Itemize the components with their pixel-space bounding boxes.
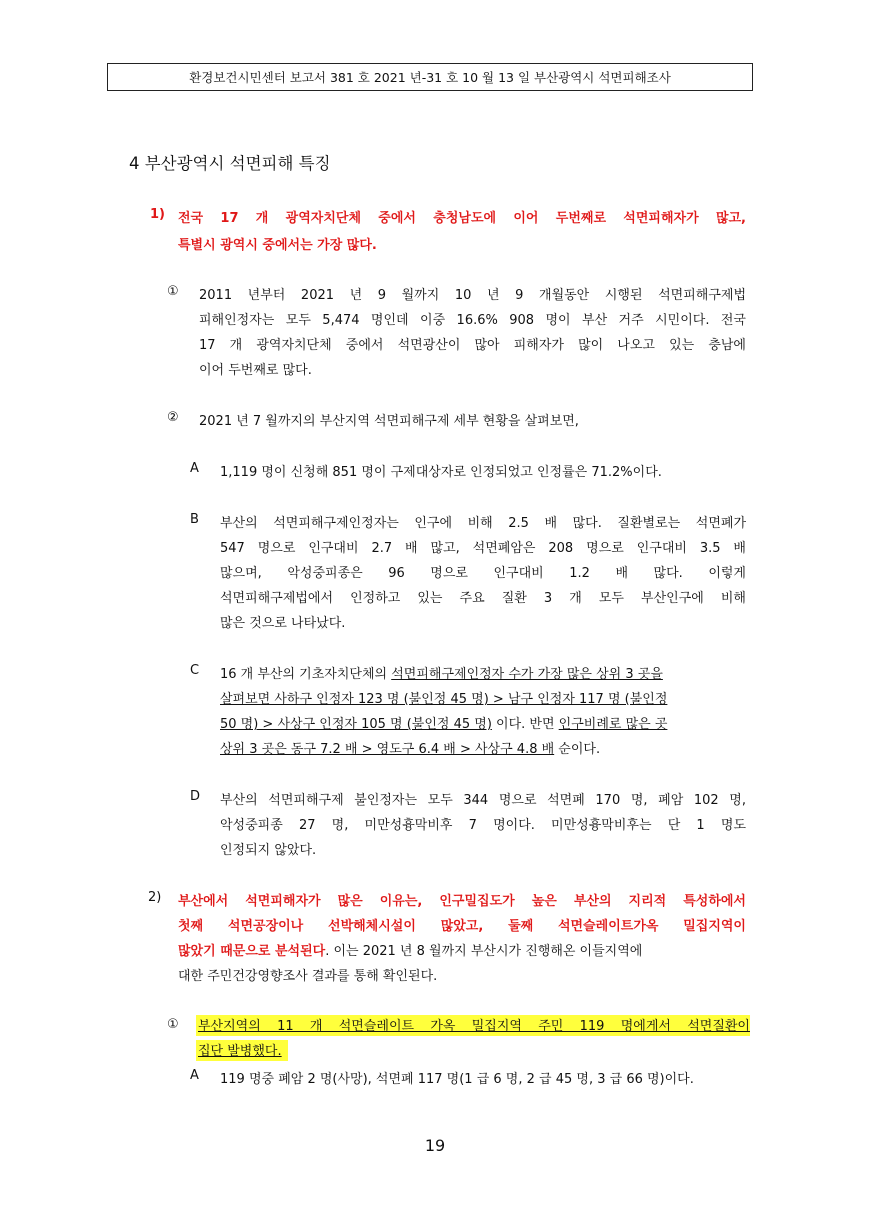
- underlined-text: 석면피해구제인정자 수가 가장 많은 상위 3 곳을: [391, 667, 663, 682]
- paragraph-line: 2021 년 7 월까지의 부산지역 석면피해구제 세부 현황을 살펴보면,: [199, 414, 579, 429]
- highlight-line: 첫째 석면공장이나 선박해체시설이 많았고, 둘째 석면슬레이트가옥 밀집지역이: [178, 919, 746, 934]
- highlight-text: 많았기 때문으로 분석된다: [178, 944, 326, 959]
- paragraph-line: 많은 것으로 나타났다.: [220, 616, 346, 631]
- paragraph-line: [220, 713, 667, 732]
- item-marker: 1): [150, 207, 165, 222]
- section-title: 4 부산광역시 석면피해 특징: [129, 154, 331, 173]
- circled-marker: ②: [167, 410, 179, 425]
- paragraph-line: 대한 주민건강영향조사 결과를 통해 확인된다.: [178, 969, 438, 984]
- page-number: 19: [424, 1136, 446, 1155]
- circled-marker: ①: [167, 1017, 179, 1032]
- paragraph-line: [220, 688, 667, 707]
- letter-marker: B: [190, 512, 199, 527]
- paragraph-line: 부산의 석면피해구제 불인정자는 모두 344 명으로 석면폐 170 명, 폐암 102 명,: [220, 793, 746, 808]
- underlined-text: 인구비례로 많은 곳: [558, 717, 668, 732]
- letter-marker: A: [190, 461, 199, 476]
- paragraph-line: 17 개 광역자치단체 중에서 석면광산이 많아 피해자가 많이 나오고 있는 충남에: [199, 338, 746, 353]
- paragraph-line: 119 명중 폐암 2 명(사망), 석면폐 117 명(1 급 6 명, 2 급 45 명, 3 급 66 명)이다.: [220, 1072, 694, 1087]
- paragraph-line: 2011 년부터 2021 년 9 월까지 10 년 9 개월동안 시행된 석면피해구제법: [199, 288, 746, 303]
- text-segment: 16 개 부산의 기초자치단체의: [220, 667, 392, 682]
- text-segment: 이다. 반면: [491, 717, 559, 732]
- paragraph-line: [220, 663, 663, 682]
- highlighted-line: 집단 발병했다.: [196, 1040, 288, 1061]
- letter-marker: A: [190, 1068, 199, 1083]
- underlined-text: 상위 3 곳은 동구 7.2 배 > 영도구 6.4 배 > 사상구 4.8 배: [220, 742, 555, 757]
- paragraph-line: 많으며, 악성중피종은 96 명으로 인구대비 1.2 배 많다. 이렇게: [220, 566, 746, 581]
- paragraph-line: 석면피해구제법에서 인정하고 있는 주요 질환 3 개 모두 부산인구에 비해: [220, 591, 746, 606]
- paragraph-line: [178, 940, 642, 959]
- underlined-text: 50 명) > 사상구 인정자 105 명 (불인정 45 명): [220, 717, 492, 732]
- highlight-line: 특별시 광역시 중에서는 가장 많다.: [178, 238, 377, 253]
- letter-marker: C: [190, 663, 200, 678]
- highlighted-line: 부산지역의 11 개 석면슬레이트 가옥 밀집지역 주민 119 명에게서 석면질환이: [196, 1015, 750, 1036]
- paragraph-line: 부산의 석면피해구제인정자는 인구에 비해 2.5 배 많다. 질환별로는 석면폐가: [220, 516, 746, 531]
- underlined-text: 살펴보면 사하구 인정자 123 명 (불인정 45 명) > 남구 인정자 117 명 (불인정: [220, 692, 668, 707]
- text-segment: . 이는 2021 년 8 월까지 부산시가 진행해온 이들지역에: [325, 944, 643, 959]
- paragraph-line: 인정되지 않았다.: [220, 843, 317, 858]
- paragraph-line: [220, 738, 600, 757]
- paragraph-line: 1,119 명이 신청해 851 명이 구제대상자로 인정되었고 인정률은 71.2%이다.: [220, 465, 662, 480]
- paragraph-line: 악성중피종 27 명, 미만성흉막비후 7 명이다. 미만성흉막비후는 단 1 명도: [220, 818, 746, 833]
- paragraph-line: 이어 두번째로 많다.: [199, 363, 312, 378]
- highlight-line: 전국 17 개 광역자치단체 중에서 충청남도에 이어 두번째로 석면피해자가 많고,: [178, 211, 746, 226]
- text-segment: 순이다.: [554, 742, 601, 757]
- document-header: 환경보건시민센터 보고서 381 호 2021 년-31 호 10 월 13 일 부산광역시 석면피해조사: [107, 63, 753, 91]
- paragraph-line: 피해인정자는 모두 5,474 명인데 이중 16.6% 908 명이 부산 거주 시민이다. 전국: [199, 313, 746, 328]
- circled-marker: ①: [167, 284, 179, 299]
- item-marker: 2): [148, 890, 162, 905]
- letter-marker: D: [190, 789, 201, 804]
- paragraph-line: 547 명으로 인구대비 2.7 배 많고, 석면폐암은 208 명으로 인구대비 3.5 배: [220, 541, 746, 556]
- highlight-line: 부산에서 석면피해자가 많은 이유는, 인구밀집도가 높은 부산의 지리적 특성하에서: [178, 894, 746, 909]
